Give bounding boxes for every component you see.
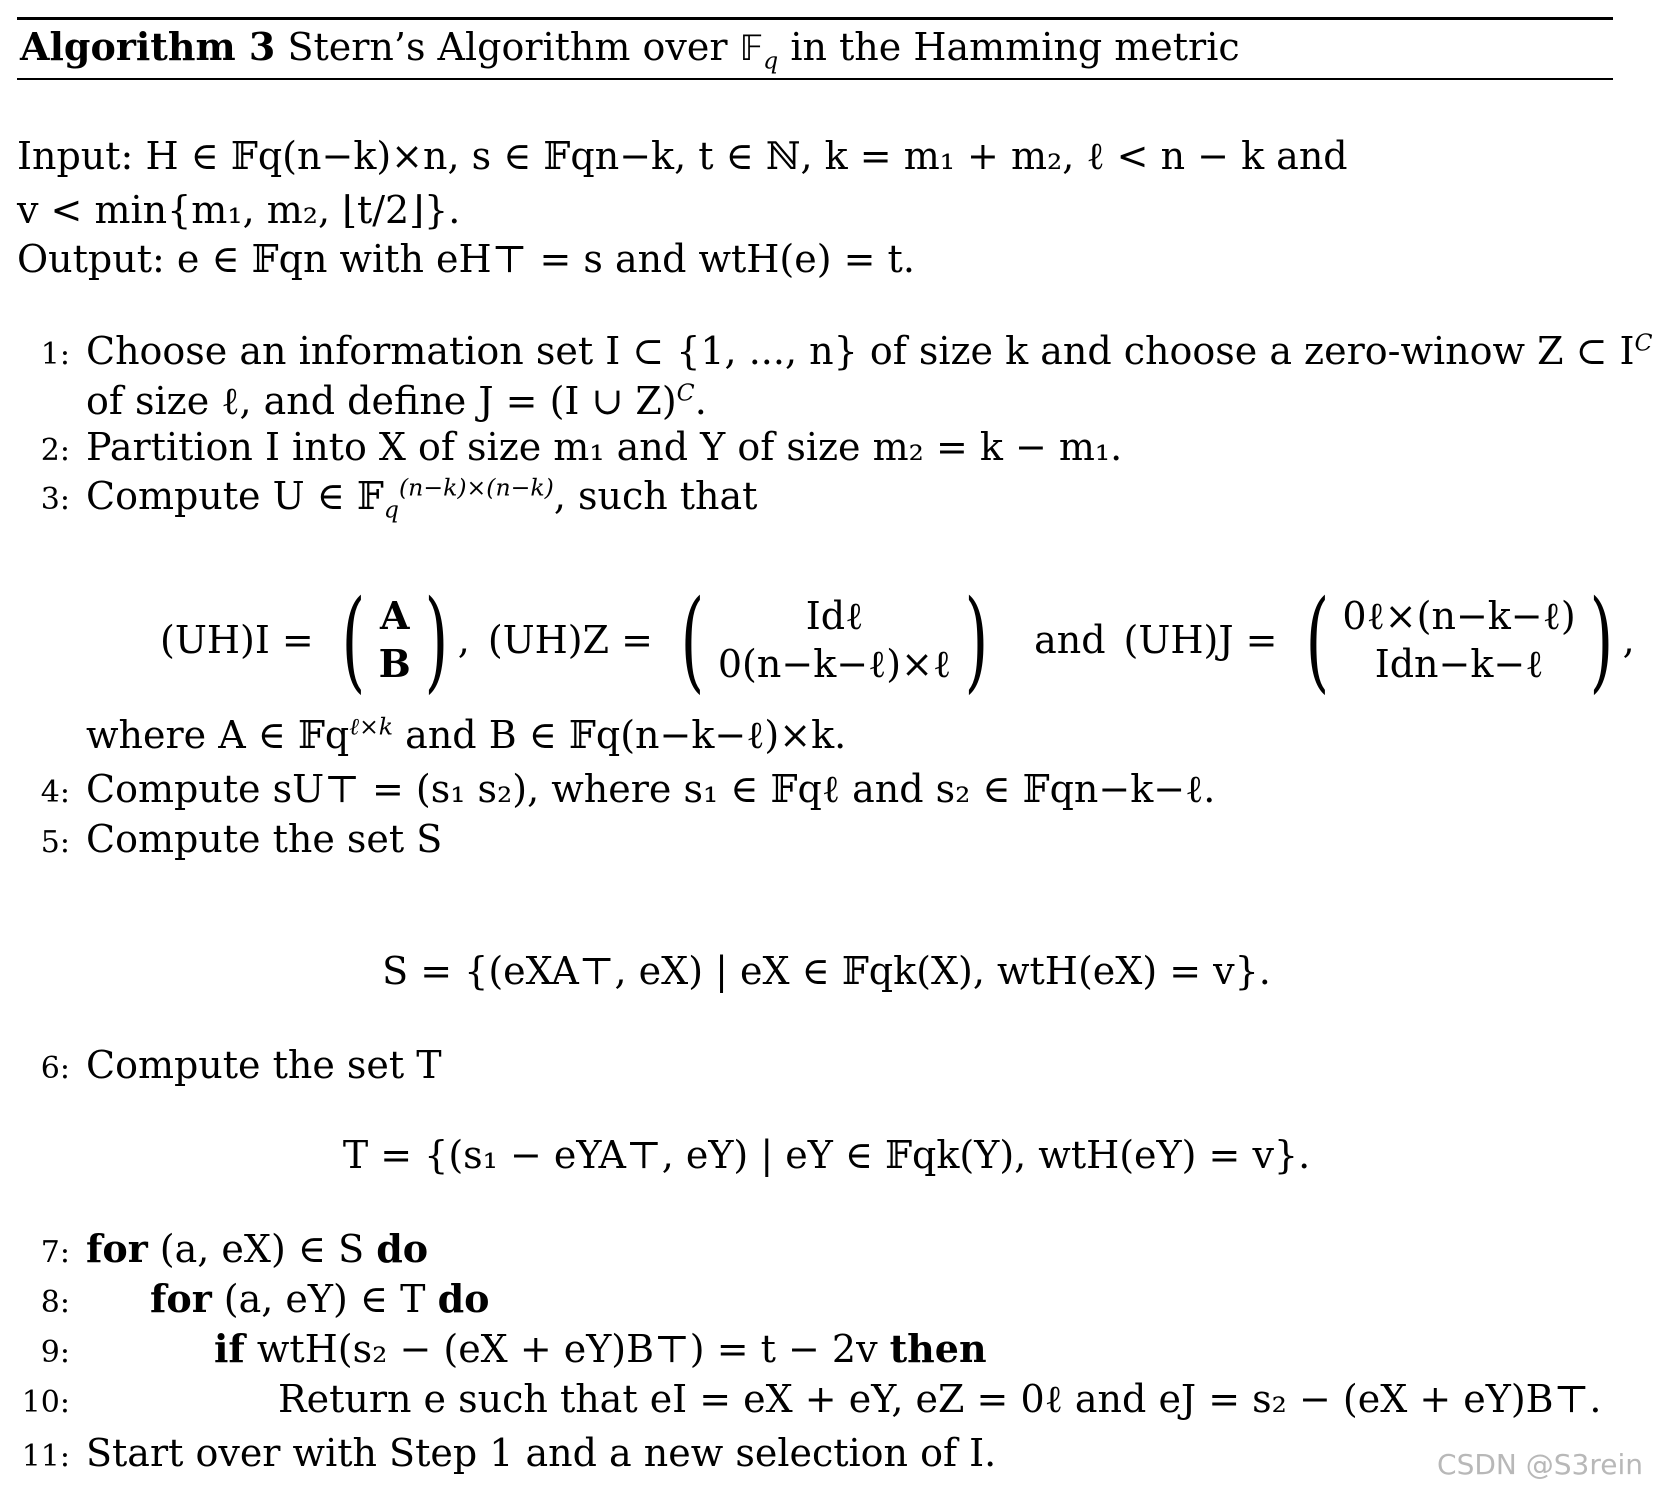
step-number: 3: (40, 482, 70, 517)
algorithm-title (20, 24, 1240, 75)
where-tail: and B ∈ 𝔽q(n−k−ℓ)×k. (393, 713, 847, 757)
step-3-body: Compute U ∈ 𝔽 (86, 474, 384, 518)
title-rest: in the Hamming metric (790, 25, 1240, 69)
matrix-equation: (UH)I = ( A B ) , (UH)Z = ( Idℓ 0(n−k−ℓ)×ℓ ) and (UH)J = ( 0ℓ×(n−k−ℓ) Idn−k−ℓ ) , (160, 576, 1635, 704)
matrix-zero: 0(n−k−ℓ)×ℓ (717, 642, 952, 686)
matrix-b: B (378, 641, 411, 686)
step-number: 2: (40, 433, 70, 468)
step-6-text: Compute the set T (86, 1043, 442, 1087)
where-sup: ℓ×k (349, 712, 394, 741)
keyword-for: for (150, 1276, 212, 1321)
input-line-2: v < min{m₁, m₂, ⌊t/2⌋}. (17, 188, 461, 232)
title-field: 𝔽 (739, 29, 764, 69)
step-number: 7: (40, 1235, 70, 1270)
step-7-body: (a, eX) ∈ S (147, 1227, 377, 1271)
top-rule (17, 17, 1613, 20)
matrix-id-2: Idn−k−ℓ (1374, 642, 1544, 686)
keyword-for: for (86, 1226, 148, 1271)
title-text: Stern’s Algorithm over (287, 25, 728, 69)
matrix-zero-2: 0ℓ×(n−k−ℓ) (1342, 594, 1576, 638)
step-4-text: Compute sU⊤ = (s₁ s₂), where s₁ ∈ 𝔽qℓ and s₂ ∈ 𝔽qn−k−ℓ. (86, 767, 1216, 811)
right-paren-icon: ) (424, 576, 449, 704)
step-1-text (86, 328, 1653, 374)
step-11-text: Start over with Step 1 and a new selection of I. (86, 1431, 997, 1475)
matrix-a: A (379, 593, 410, 638)
set-t-equation: T = {(s₁ − eYA⊤, eY) | eY ∈ 𝔽qk(Y), wtH(eY) = v}. (342, 1133, 1311, 1177)
step-9-text (214, 1326, 987, 1372)
step-1-sup: C (1634, 328, 1653, 357)
step-number: 11: (21, 1439, 70, 1474)
right-paren-icon: ) (964, 576, 989, 704)
input-text: H ∈ 𝔽q(n−k)×n, s ∈ 𝔽qn−k, t ∈ ℕ, k = m₁ + m₂, ℓ < n − k and (145, 134, 1348, 178)
left-paren-icon: ( (680, 576, 705, 704)
keyword-do: do (376, 1226, 429, 1271)
title-field-sub: q (763, 46, 779, 75)
output-line (17, 236, 915, 282)
step-7-text (86, 1226, 428, 1272)
set-s-equation: S = {(eXA⊤, eX) | eX ∈ 𝔽qk(X), wtH(eX) = v}. (382, 949, 1271, 993)
step-3-tail: , such that (553, 474, 758, 518)
step-3-sup: (n−k)×(n−k) (399, 473, 554, 502)
step-8-body: (a, eY) ∈ T (211, 1277, 438, 1321)
step-8-text (150, 1276, 489, 1322)
matrix-j (1338, 592, 1579, 688)
title-rule (17, 78, 1613, 80)
matrix-z (714, 592, 955, 688)
step-number: 6: (40, 1051, 70, 1086)
step-number: 8: (40, 1285, 70, 1320)
where-body: where A ∈ 𝔽q (86, 713, 350, 757)
step-3-sub: q (383, 495, 399, 524)
watermark: CSDN @S3rein (1437, 1448, 1643, 1481)
step-1-cont-body: of size ℓ, and define J = (I ∪ Z) (86, 379, 677, 423)
output-text: e ∈ 𝔽qn with eH⊤ = s and wtH(e) = t. (176, 237, 915, 281)
keyword-then: then (889, 1326, 987, 1371)
step-number: 4: (40, 775, 70, 810)
left-paren-icon: ( (1305, 576, 1329, 704)
output-label: Output: (17, 237, 165, 281)
step-9-body: wtH(s₂ − (eX + eY)B⊤) = t − 2v (244, 1327, 890, 1371)
uh-i-label: (UH)I = (160, 618, 314, 662)
algorithm-number: Algorithm 3 (20, 24, 276, 69)
matrix-id: Idℓ (805, 594, 864, 638)
keyword-if: if (214, 1326, 245, 1371)
step-1-cont (86, 378, 707, 424)
matrix-ab (375, 592, 415, 688)
step-1-cont-tail: . (694, 379, 707, 423)
step-5-text: Compute the set S (86, 817, 443, 861)
step-1-body: Choose an information set I ⊂ {1, ..., n} of size k and choose a zero-winow Z ⊂ I (86, 329, 1635, 373)
left-paren-icon: ( (341, 576, 366, 704)
step-2-text: Partition I into X of size m₁ and Y of size m₂ = k − m₁. (86, 425, 1123, 469)
keyword-do: do (437, 1276, 490, 1321)
step-number: 9: (40, 1335, 70, 1370)
step-number: 1: (40, 337, 70, 372)
input-line-1 (17, 133, 1348, 179)
uh-z-label: (UH)Z = (487, 618, 653, 662)
right-paren-icon: ) (1589, 576, 1613, 704)
step-3-text (86, 473, 758, 524)
step-number: 5: (40, 825, 70, 860)
step-3-where (86, 712, 846, 758)
step-1-cont-sup: C (676, 378, 695, 407)
uh-j-label: (UH)J = (1123, 618, 1278, 662)
step-number: 10: (21, 1385, 70, 1420)
step-10-text: Return e such that eI = eX + eY, eZ = 0ℓ and eJ = s₂ − (eX + eY)B⊤. (278, 1377, 1602, 1421)
input-label: Input: (17, 134, 134, 178)
and-word: and (1034, 618, 1106, 662)
